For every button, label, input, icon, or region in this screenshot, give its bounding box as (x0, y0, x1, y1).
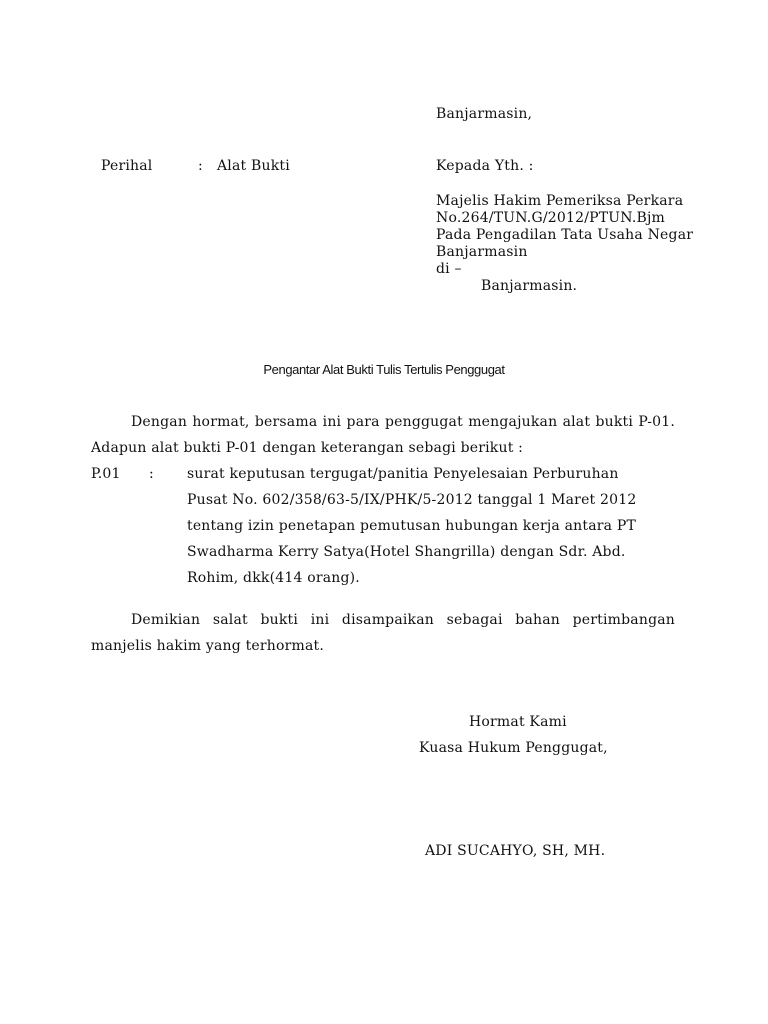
recipient-heading: Kepada Yth. : (436, 158, 534, 174)
evidence-colon: : (149, 466, 154, 482)
signature-role: Kuasa Hukum Penggugat, (419, 740, 608, 756)
place-date: Banjarmasin, (436, 106, 533, 122)
opening-paragraph: Dengan hormat, bersama ini para penggugat mengajukan alat bukti P-01. Adapun alat bukti P-01 dengan keterangan sebagi berikut : (91, 414, 675, 456)
recipient-line: Majelis Hakim Pemeriksa Perkara (436, 193, 684, 209)
document-title: Pengantar Alat Bukti Tulis Tertulis Penggugat (263, 362, 505, 377)
recipient-line: di – (436, 261, 462, 277)
subject-value: Alat Bukti (217, 158, 290, 174)
recipient-line: Banjarmasin. (481, 278, 578, 294)
evidence-line: surat keputusan tergugat/panitia Penyelesaian Perburuhan (187, 466, 619, 482)
evidence-line: tentang izin penetapan pemutusan hubungan kerja antara PT (187, 518, 636, 534)
signature-greeting: Hormat Kami (469, 714, 567, 730)
evidence-line: Rohim, dkk(414 orang). (187, 570, 360, 586)
recipient-line: Banjarmasin (436, 244, 528, 260)
recipient-line: Pada Pengadilan Tata Usaha Negar (436, 227, 694, 243)
signature-name: ADI SUCAHYO, SH, MH. (425, 843, 606, 859)
recipient-line: No.264/TUN.G/2012/PTUN.Bjm (436, 210, 665, 226)
evidence-line: Pusat No. 602/358/63-5/IX/PHK/5-2012 tanggal 1 Maret 2012 (187, 492, 637, 508)
closing-paragraph: Demikian salat bukti ini disampaikan sebagai bahan pertimbangan manjelis hakim yang terhormat. (91, 612, 675, 654)
subject-label: Perihal (101, 158, 153, 174)
evidence-code: P.01 (91, 466, 121, 482)
evidence-line: Swadharma Kerry Satya(Hotel Shangrilla) dengan Sdr. Abd. (187, 544, 626, 560)
subject-colon: : (198, 158, 203, 174)
